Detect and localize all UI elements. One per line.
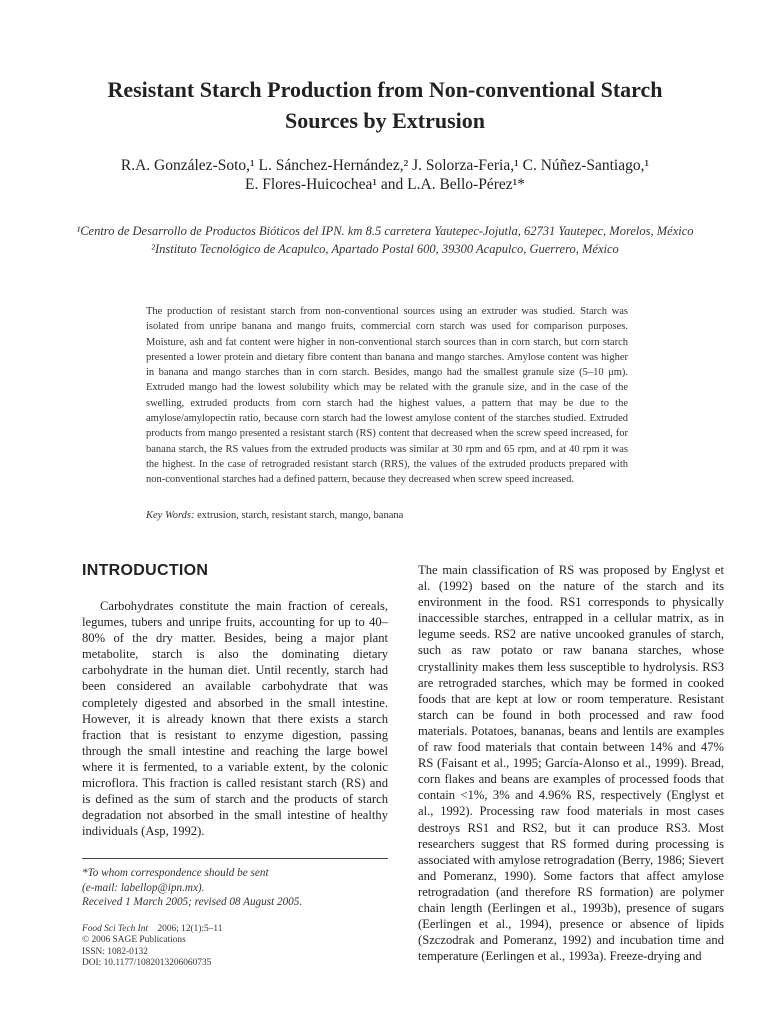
citation: 2006; 12(1):5–11 <box>157 924 223 934</box>
received-dates: Received 1 March 2005; revised 08 August 2005. <box>82 896 303 909</box>
author-line: E. Flores-Huicochea¹ and L.A. Bello-Pérez¹* <box>244 176 526 193</box>
section-heading: INTRODUCTION <box>82 562 209 579</box>
footnote-divider <box>82 858 388 859</box>
paper-title: Resistant Starch Production from Non-conventional Starch Sources by Extrusion <box>107 77 663 133</box>
doi: DOI: 10.1177/1082013206060735 <box>82 958 212 969</box>
author-list <box>70 156 700 194</box>
affiliation: ¹Centro de Desarrollo de Productos Bióticos del IPN. km 8.5 carretera Yautepec-Jojutla, 62731 Yautepec, Morelos, México <box>76 224 694 238</box>
journal-name: Food Sci Tech Int <box>82 924 149 934</box>
affiliations <box>70 223 700 258</box>
copyright: © 2006 SAGE Publications <box>82 935 186 946</box>
right-column <box>418 562 724 964</box>
body-paragraph: Carbohydrates constitute the main fraction of cereals, legumes, tubers and unripe fruits, accounting for up to 40–80% of the dry matter. Besides, being a major plant metabolite, starch is also the dominating dietary carbohydrate in the human diet. Until recently, starch had been considered an available carbohydrate that was completely digested and absorbed in the small intestine. However, it is already known that there exists a starch fraction that is resistant to enzyme digestion, passing through the small intestine and reaching the large bowel where it is fermented, to a variable extent, by the colonic microflora. This fraction is called resistant starch (RS) and is defined as the sum of starch and the products of starch degradation not absorbed in the small intestine of healthy individuals (Asp, 1992). <box>82 599 388 839</box>
abstract: The production of resistant starch from non-conventional sources using an extruder was studied. Starch was isolated from unripe banana and mango fruits, commercial corn starch was used for comparison purposes. Moisture, ash and fat content were higher in non-conventional starch sources than in corn starch, but corn starch presented a lower protein and dietary fibre content than banana and mango starches. Amylose content was higher in banana and mango starches than in corn starch. Besides, mango had the smallest granule size (5–10 μm). Extruded mango had the lowest solubility which may be related with the granule size, and in the case of the swelling, extruded products from corn starch had the highest values, a pattern that may be due to the amylose/amylopectin ratio, because corn starch had the lowest amylose content of the starches studied. Extruded products from mango presented a resistant starch (RS) content that decreased when the screw speed increased, for banana starch, the RS values from the extruded products was similar at 30 rpm and 65 rpm, and at 40 rpm it was the highest. In the case of retrograded resistant starch (RRS), the values of the extruded products prepared with non-conventional starches had a defined pattern, because they decreased when screw speed increased. <box>146 306 628 486</box>
left-column <box>82 562 388 839</box>
journal-citation <box>82 924 388 935</box>
correspondence-note: *To whom correspondence should be sent <box>82 867 269 879</box>
footnote <box>82 866 388 910</box>
body-paragraph: The main classification of RS was proposed by Englyst et al. (1992) based on the nature of the starch and its environment in the food. RS1 corresponds to physically inaccessible starches, entrapped in a cellular matrix, as in legume seeds. RS2 are native uncooked granules of starch, such as raw potato or raw banana starches, whose crystallinity makes them less susceptible to hydrolysis. RS3 are retrograded starches, which may be formed in cooked foods that are kept at low or room temperature. Resistant starch can be found in both processed and raw food materials. Potatoes, bananas, beans and lentils are examples of raw food materials that contain between 14% and 47% RS (Faisant et al., 1995; García-Alonso et al., 1999). Bread, corn flakes and beans are examples of processed foods that contain <1%, 3% and 4.96% RS, respectively (Englyst et al., 1992). Processing raw food materials in most cases destroys RS1 and RS2, but it can produce RS3. Most researchers suggest that RS formed during processing is associated with amylose retrogradation (Berry, 1986; Sievert and Pomeranz, 1990). Some factors that affect amylose retrogradation (and therefore RS formation) are polymer chain length (Eerlingen et al., 1993b), presence of sugars (Eerlingen et al., 1994), presence or absence of lipids (Szczodrak and Pomeranz, 1992) and incubation time and temperature (Eerlingen et al., 1993a). Freeze-drying and <box>418 563 724 964</box>
keywords <box>146 508 628 523</box>
affiliation: ²Instituto Tecnológico de Acapulco, Apartado Postal 600, 39300 Acapulco, Guerrero, México <box>151 241 619 256</box>
issn: ISSN: 1082-0132 <box>82 946 148 957</box>
author-line: R.A. González-Soto,¹ L. Sánchez-Hernández,² J. Solorza-Feria,¹ C. Núñez-Santiago,¹ <box>120 157 650 174</box>
keywords-label: Key Words: <box>146 510 195 521</box>
journal-info <box>82 924 388 970</box>
keywords-list: extrusion, starch, resistant starch, mango, banana <box>197 510 404 521</box>
correspondence-email: (e-mail: labellop@ipn.mx). <box>82 881 205 894</box>
